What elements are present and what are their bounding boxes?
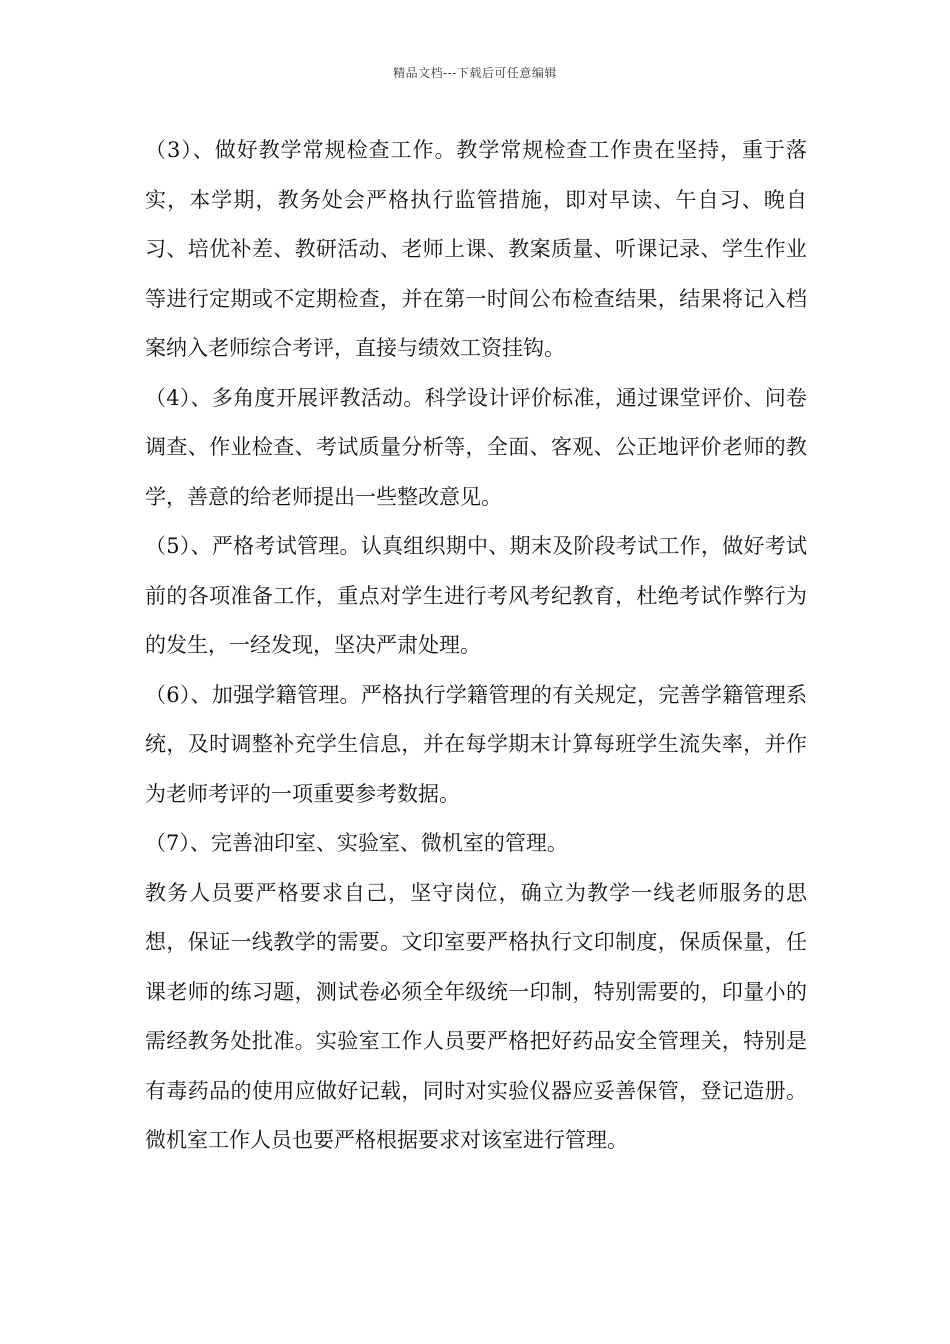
paragraph-item-7: （7）、完善油印室、实验室、微机室的管理。 <box>145 831 568 855</box>
paragraph-item-6: （6）、加强学籍管理。严格执行学籍管理的有关规定，完善学籍管理系统，及时调整补充学生信息，并在每学期末计算每班学生流失率，并作为老师考评的一项重要参考数据。 <box>145 682 807 806</box>
paragraph-staff-requirements: 教务人员要严格要求自己，坚守岗位，确立为教学一线老师服务的思想，保证一线教学的需要。文印室要严格执行文印制度，保质保量，任课老师的练习题，测试卷必须全年级统一印制，特别需要的，印量小的需经教务处批准。实验室工作人员要严格把好药品安全管理关，特别是有毒药品的使用应做好记载，同时对实验仪器应妥善保管，登记造册。微机室工作人员也要严格根据要求对该室进行管理。 <box>145 880 807 1152</box>
paragraph-item-4: （4）、多角度开展评教活动。科学设计评价标准，通过课堂评价、问卷调查、作业检查、考试质量分析等，全面、客观、公正地评价老师的教学，善意的给老师提出一些整改意见。 <box>145 385 807 509</box>
paragraph-item-5: （5）、严格考试管理。认真组织期中、期末及阶段考试工作，做好考试前的各项准备工作，重点对学生进行考风考纪教育，杜绝考试作弊行为的发生，一经发现，坚决严肃处理。 <box>145 534 807 657</box>
page-header: 精品文档---下载后可任意编辑 <box>393 66 557 80</box>
paragraph-item-3: （3）、做好教学常规检查工作。教学常规检查工作贵在坚持，重于落实，本学期，教务处会严格执行监管措施，即对早读、午自习、晚自习、培优补差、教研活动、老师上课、教案质量、听课记录、学生作业等进行定期或不定期检查，并在第一时间公布检查结果，结果将记入档案纳入老师综合考评，直接与绩效工资挂钩。 <box>145 138 807 360</box>
document-body <box>145 126 807 1166</box>
